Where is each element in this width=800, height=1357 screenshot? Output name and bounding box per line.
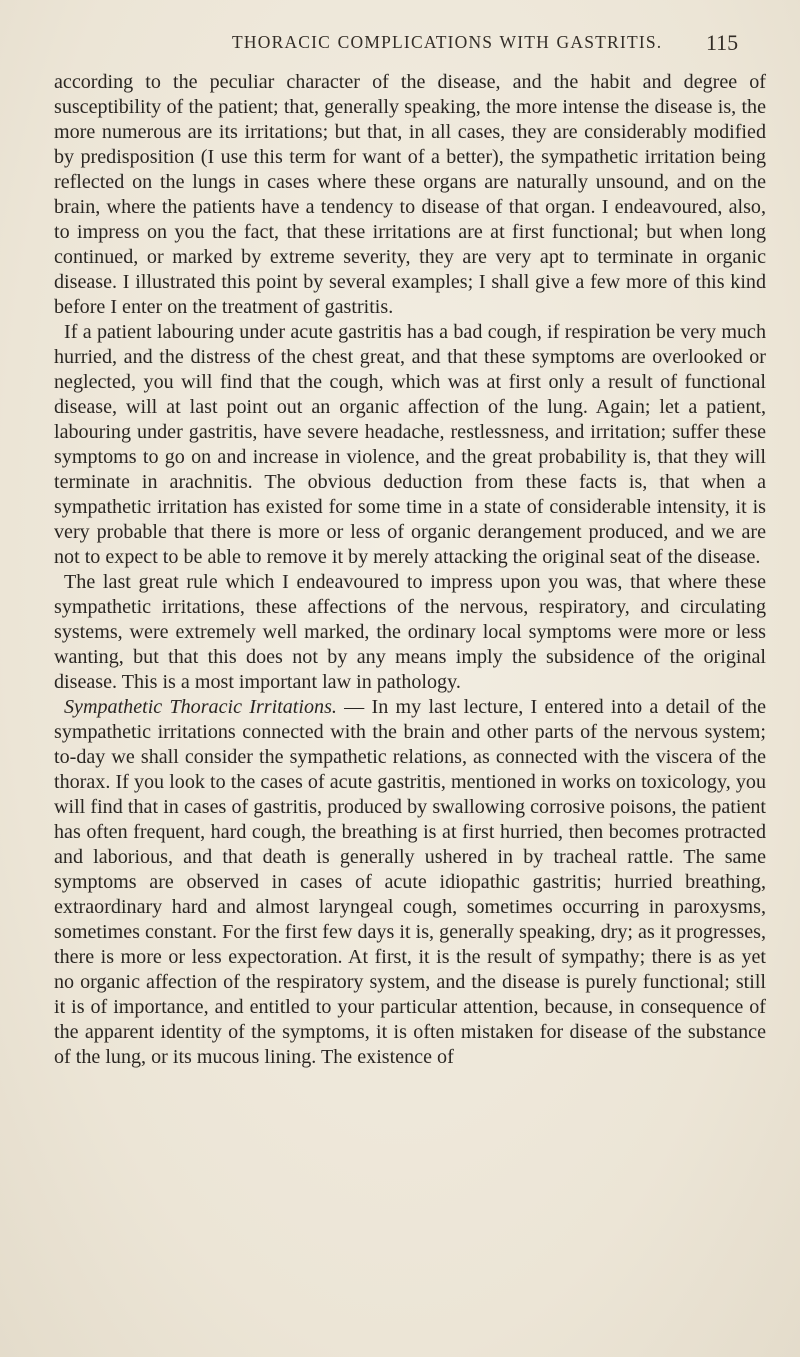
paragraph-4-text: — In my last lecture, I entered into a detail of the sympathetic irritations connected with the brain and other parts of the nervous system; to-day we shall consider the sympathetic relations, as connected with the viscera of the thorax. If you look to the cases of acute gastritis, mentioned in works on toxicology, you will find that in cases of gastritis, produced by swallowing corrosive poisons, the patient has often frequent, hard cough, the breathing is at first hurried, then becomes protracted and laborious, and that death is generally ushered in by tracheal rattle. The same symptoms are observed in cases of acute idiopathic gastritis; hurried breathing, extraordinary hard and almost laryngeal cough, sometimes occurring in paroxysms, sometimes constant. For the first few days it is, generally speaking, dry; as it progresses, there is more or less expectoration. At first, it is the result of sympathy; there is as yet no organic affection of the respiratory system, and the disease is purely functional; still it is of importance, and entitled to your particular attention, because, in consequence of the apparent identity of the symptoms, it is often mistaken for disease of the substance of the lung, or its mucous lining. The existence of	[54, 696, 766, 1068]
paragraph-4	[54, 695, 766, 1070]
running-head: THORACIC COMPLICATIONS WITH GASTRITIS.	[232, 32, 663, 52]
section-subhead: Sympathetic Thoracic Irritations.	[64, 696, 337, 718]
paragraph-3: The last great rule which I endeavoured to impress upon you was, that where these sympathetic irritations, these affections of the nervous, respiratory, and circulating systems, were extremely well marked, the ordinary local symptoms were more or less wanting, but that this does not by any means imply the subsidence of the original disease. This is a most important law in pathology.	[54, 571, 766, 693]
page-header	[232, 30, 770, 58]
page-number: 115	[706, 30, 739, 55]
paragraph-2: If a patient labouring under acute gastritis has a bad cough, if respiration be very much hurried, and the distress of the chest great, and that these symptoms are overlooked or neglected, you will find that the cough, which was at first only a result of functional disease, will at last point out an organic affection of the lung. Again; let a patient, labouring under gastritis, have severe headache, restlessness, and irritation; suffer these symptoms to go on and increase in violence, and the great probability is, that they will terminate in arachnitis. The obvious deduction from these facts is, that when a sympathetic irritation has existed for some time in a state of considerable intensity, it is very probable that there is more or less of organic derangement produced, and we are not to expect to be able to remove it by merely attacking the original seat of the disease.	[54, 321, 766, 568]
paragraph-1: according to the peculiar character of the disease, and the habit and degree of susceptibility of the patient; that, generally speaking, the more intense the disease is, the more numerous are its irritations; but that, in all cases, they are considerably modified by predisposition (I use this term for want of a better), the sympathetic irritation being reflected on the lungs in cases where these organs are naturally unsound, and on the brain, where the patients have a tendency to disease of that organ. I endeavoured, also, to impress on you the fact, that these irritations are at first functional; but when long continued, or marked by extreme severity, they are very apt to terminate in organic disease. I illustrated this point by several examples; I shall give a few more of this kind before I enter on the treatment of gastritis.	[54, 71, 766, 318]
body-text	[54, 70, 766, 1070]
